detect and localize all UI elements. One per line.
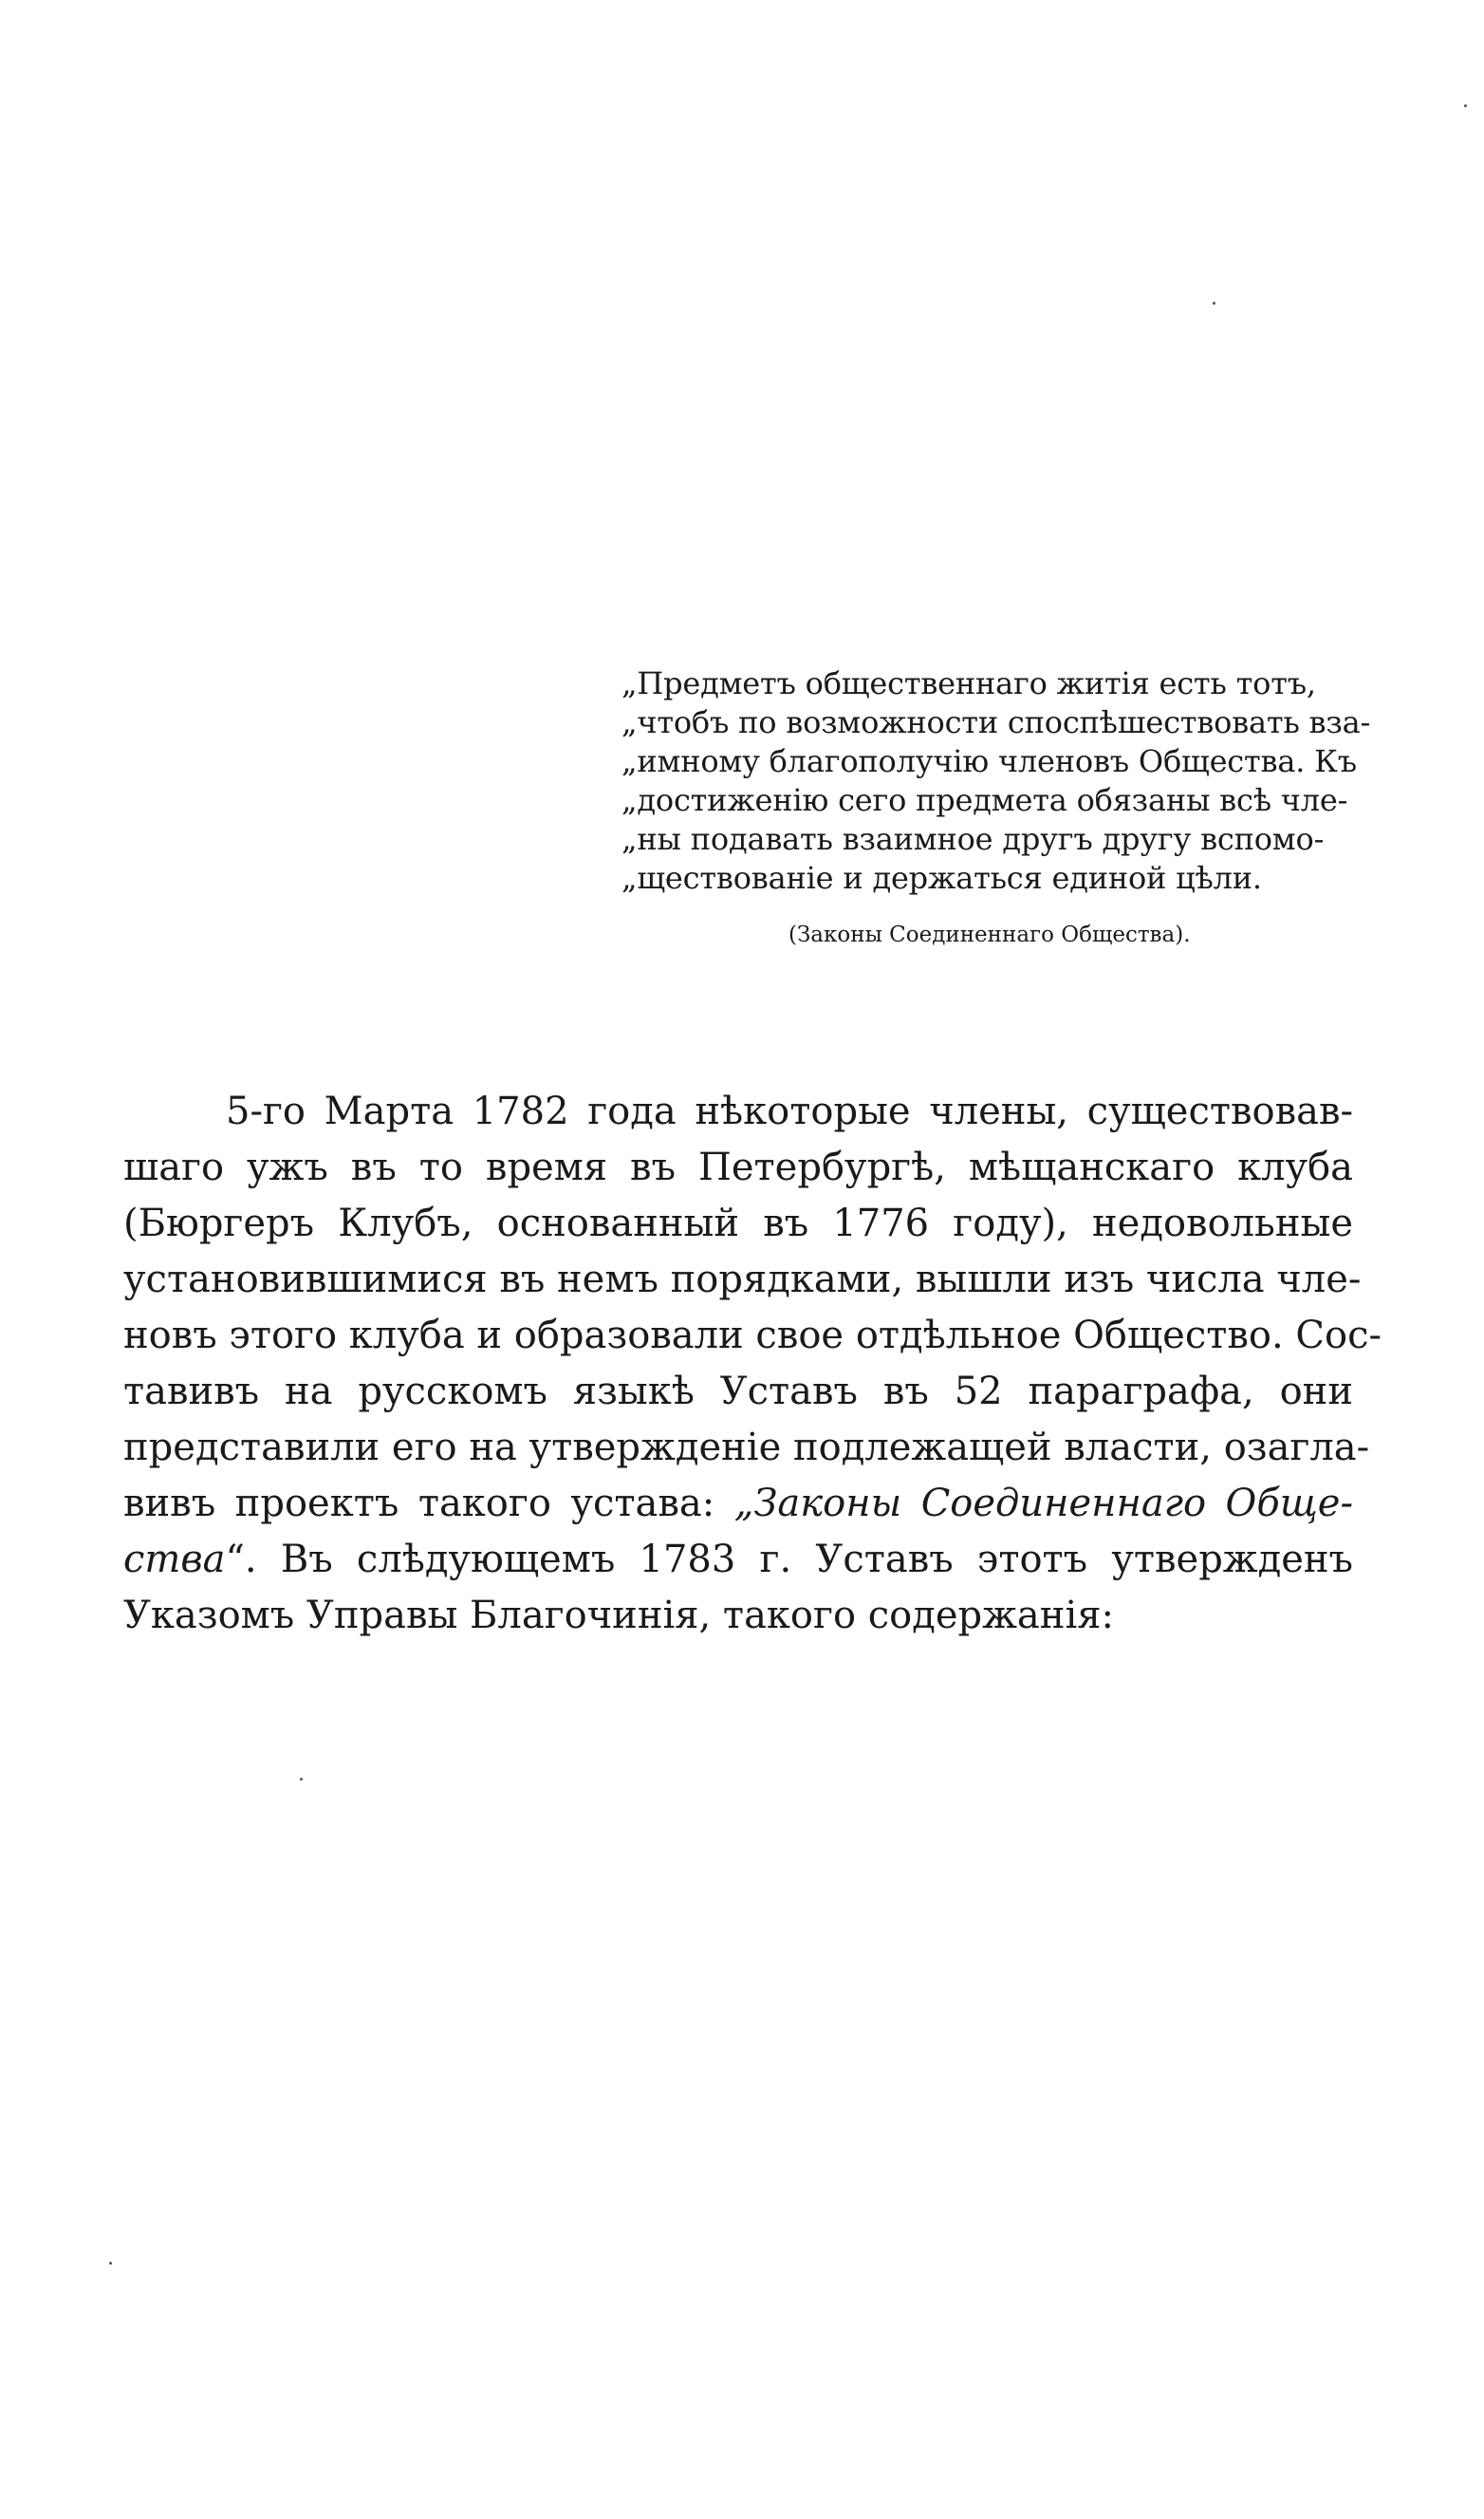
italic-title: „Законы Соединеннаго Обще- bbox=[733, 1482, 1353, 1525]
epigraph-line: „ны подавать взаимное другъ другу вспомо- bbox=[621, 821, 1325, 857]
body-line: Указомъ Управы Благочинія, такого содержанія: bbox=[123, 1594, 1114, 1637]
body-paragraph bbox=[123, 1084, 1382, 1644]
body-line: новъ этого клуба и образовали свое отдѣльное Общество. Сос- bbox=[123, 1314, 1382, 1357]
body-line-text: “. Въ слѣдующемъ 1783 г. Уставъ этотъ утвержденъ bbox=[225, 1538, 1353, 1581]
epigraph bbox=[621, 664, 1371, 949]
paper-speck bbox=[300, 1778, 303, 1781]
paper-speck bbox=[1213, 302, 1215, 305]
body-line: представили его на утвержденіе подлежащей власти, озагла- bbox=[123, 1426, 1370, 1469]
body-line: 5-го Марта 1782 года нѣкоторые члены, существовав- bbox=[226, 1090, 1353, 1133]
body-line: (Бюргеръ Клубъ, основанный въ 1776 году), недовольные bbox=[123, 1202, 1353, 1245]
body-line-text: вивъ проектъ такого устава: bbox=[123, 1482, 734, 1525]
body-line: тавивъ на русскомъ языкѣ Уставъ въ 52 параграфа, они bbox=[123, 1370, 1353, 1413]
epigraph-line: „имному благополучію членовъ Общества. Къ bbox=[621, 743, 1357, 779]
epigraph-line: „достиженію сего предмета обязаны всѣ чле- bbox=[621, 782, 1348, 818]
body-line bbox=[123, 1476, 1353, 1532]
paper-speck bbox=[1464, 104, 1467, 107]
body-line bbox=[123, 1532, 1353, 1588]
paper-speck bbox=[109, 2262, 112, 2265]
epigraph-source: (Законы Соединеннаго Общества). bbox=[788, 923, 1191, 947]
epigraph-line: „чтобъ по возможности споспѣшествовать вза- bbox=[621, 704, 1371, 740]
body-line: установившимися въ немъ порядками, вышли изъ числа чле- bbox=[123, 1258, 1362, 1301]
italic-title-end: ства bbox=[123, 1538, 226, 1581]
epigraph-line: „ществованіе и держаться единой цѣли. bbox=[621, 860, 1262, 896]
body-line: шаго ужъ въ то время въ Петербургѣ, мѣщанскаго клуба bbox=[123, 1146, 1353, 1189]
epigraph-line: „Предметъ общественнаго житія есть тотъ, bbox=[621, 665, 1316, 701]
